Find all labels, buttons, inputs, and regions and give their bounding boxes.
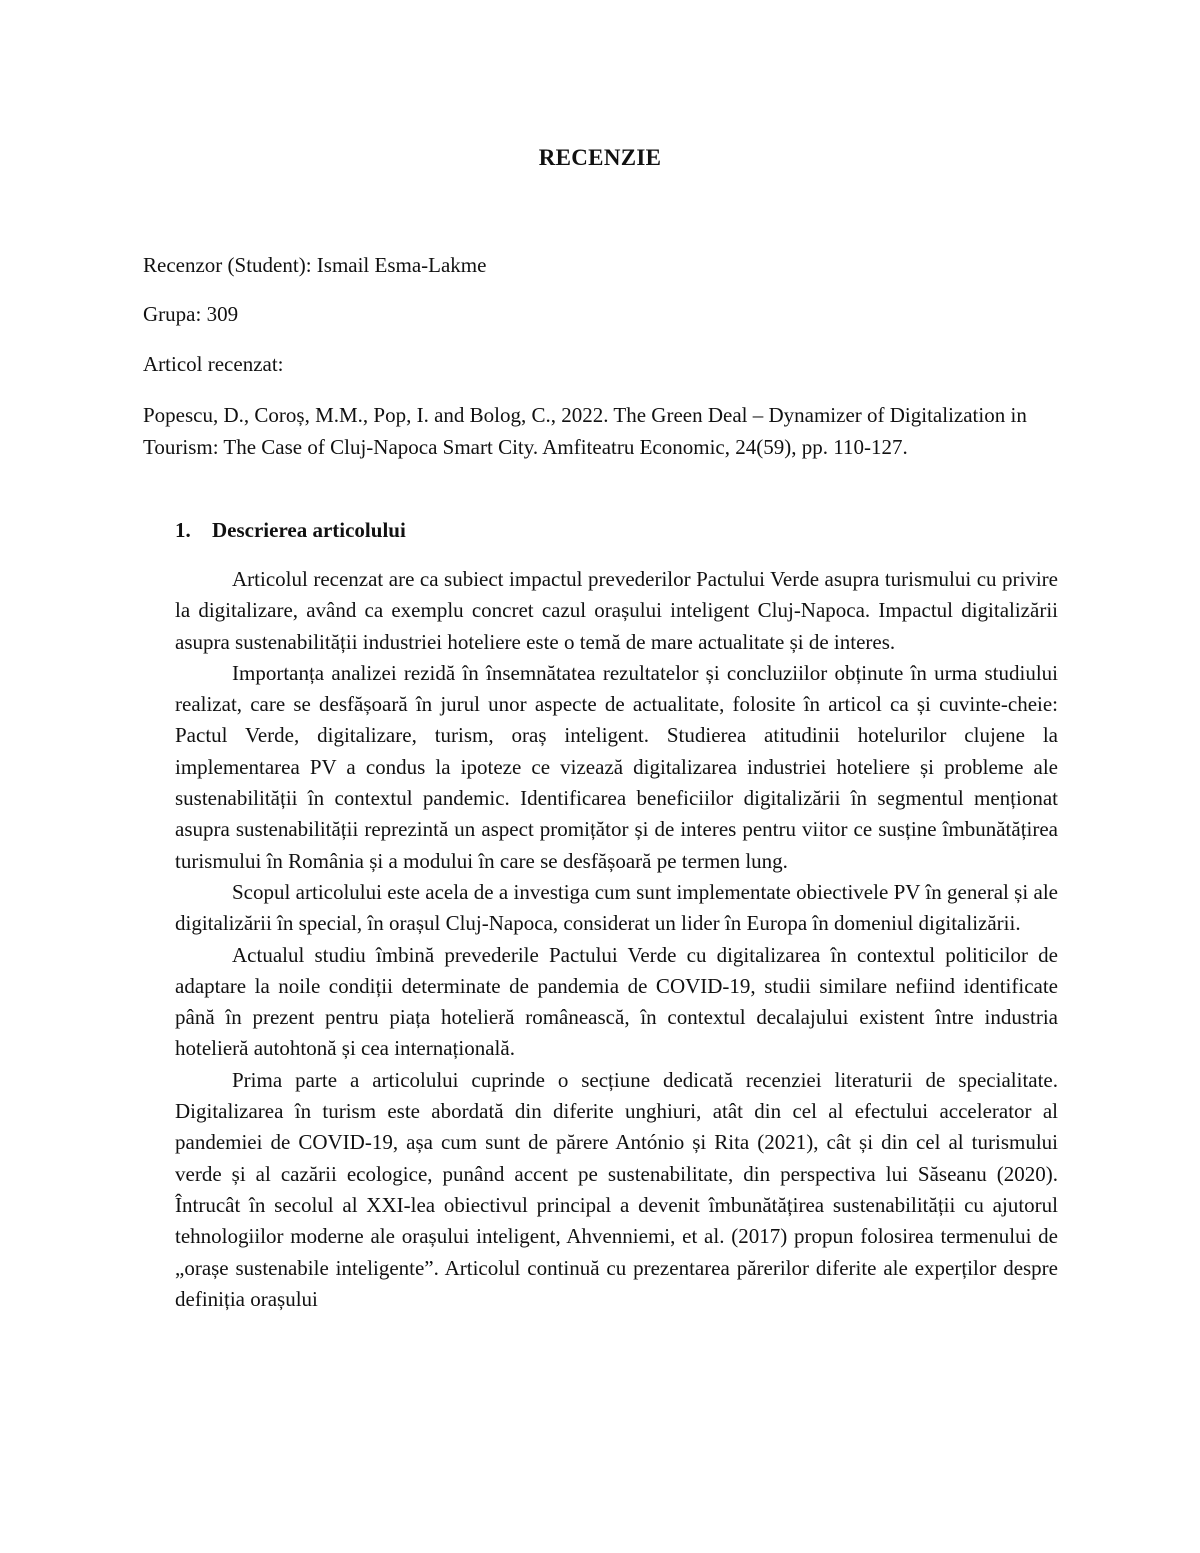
article-label: Articol recenzat: bbox=[143, 352, 284, 376]
paragraph: Actualul studiu îmbină prevederile Pactului Verde cu digitalizarea în contextul politicilor de adaptare la noile condiții determinate de pandemia de COVID-19, studii similare nefiind identificate până în prezent pentru piața hotelieră românească, în contextul decalajului existent între industria hotelieră autohtonă și cea internațională. bbox=[175, 942, 1058, 1061]
paragraph: Articolul recenzat are ca subiect impactul prevederilor Pactului Verde asupra turismului cu privire la digitalizare, având ca exemplu concret cazul orașului inteligent Cluj-Napoca. Impactul digitalizării asupra sustenabilității industriei hoteliere este o temă de mare actualitate și de interes. bbox=[175, 567, 1058, 654]
section-number: 1. bbox=[175, 518, 191, 542]
citation: Popescu, D., Coroș, M.M., Pop, I. and Bolog, C., 2022. The Green Deal – Dynamizer of Digitalization in Tourism: The Case of Cluj-Napoca Smart City. Amfiteatru Economic, 24(59), pp. 110-127. bbox=[143, 403, 1027, 459]
section-title: Descrierea articolului bbox=[212, 518, 406, 542]
paragraph: Prima parte a articolului cuprinde o secțiune dedicată recenziei literaturii de specialitate. Digitalizarea în turism este abordată din diferite unghiuri, atât din cel al efectului accelerator al pandemiei de COVID-19, așa cum sunt de părere António și Rita (2021), cât și din cel al turismului verde și al cazării ecologice, punând accent pe sustenabilitate, din perspectiva lui Săseanu (2020). Întrucât în secolul al XXI-lea obiectivul principal a devenit îmbunătățirea sustenabilității cu ajutorul tehnologiilor moderne ale orașului inteligent, Ahvenniemi, et al. (2017) propun folosirea termenului de „orașe sustenabile inteligente”. Articolul continuă cu prezentarea părerilor diferite ale experților despre definiția orașului bbox=[175, 1067, 1058, 1311]
document-title: RECENZIE bbox=[538, 145, 662, 170]
section-body bbox=[175, 564, 1058, 1315]
paragraph: Scopul articolului este acela de a investiga cum sunt implementate obiectivele PV în general și ale digitalizării în special, în orașul Cluj-Napoca, considerat un lider în Europa în domeniul digitalizării. bbox=[175, 879, 1058, 936]
section-heading bbox=[175, 515, 406, 545]
paragraph: Importanța analizei rezidă în însemnătatea rezultatelor și concluziilor obținute în urma studiului realizat, care se desfășoară în jurul unor aspecte de actualitate, folosite în articol ca și cuvinte-cheie: Pactul Verde, digitalizare, turism, oraș inteligent. Studierea atitudinii hotelurilor clujene la implementarea PV a condus la ipoteze ce vizează digitalizarea industriei hoteliere și probleme ale sustenabilității în contextul pandemic. Identificarea beneficiilor digitalizării în segmentul menționat asupra sustenabilității reprezintă un aspect promițător și de interes pentru viitor ce susține îmbunătățirea turismului în România și a modului în care se desfășoară pe termen lung. bbox=[175, 660, 1058, 873]
reviewer-line: Recenzor (Student): Ismail Esma-Lakme bbox=[143, 253, 487, 277]
group-line: Grupa: 309 bbox=[143, 302, 239, 326]
